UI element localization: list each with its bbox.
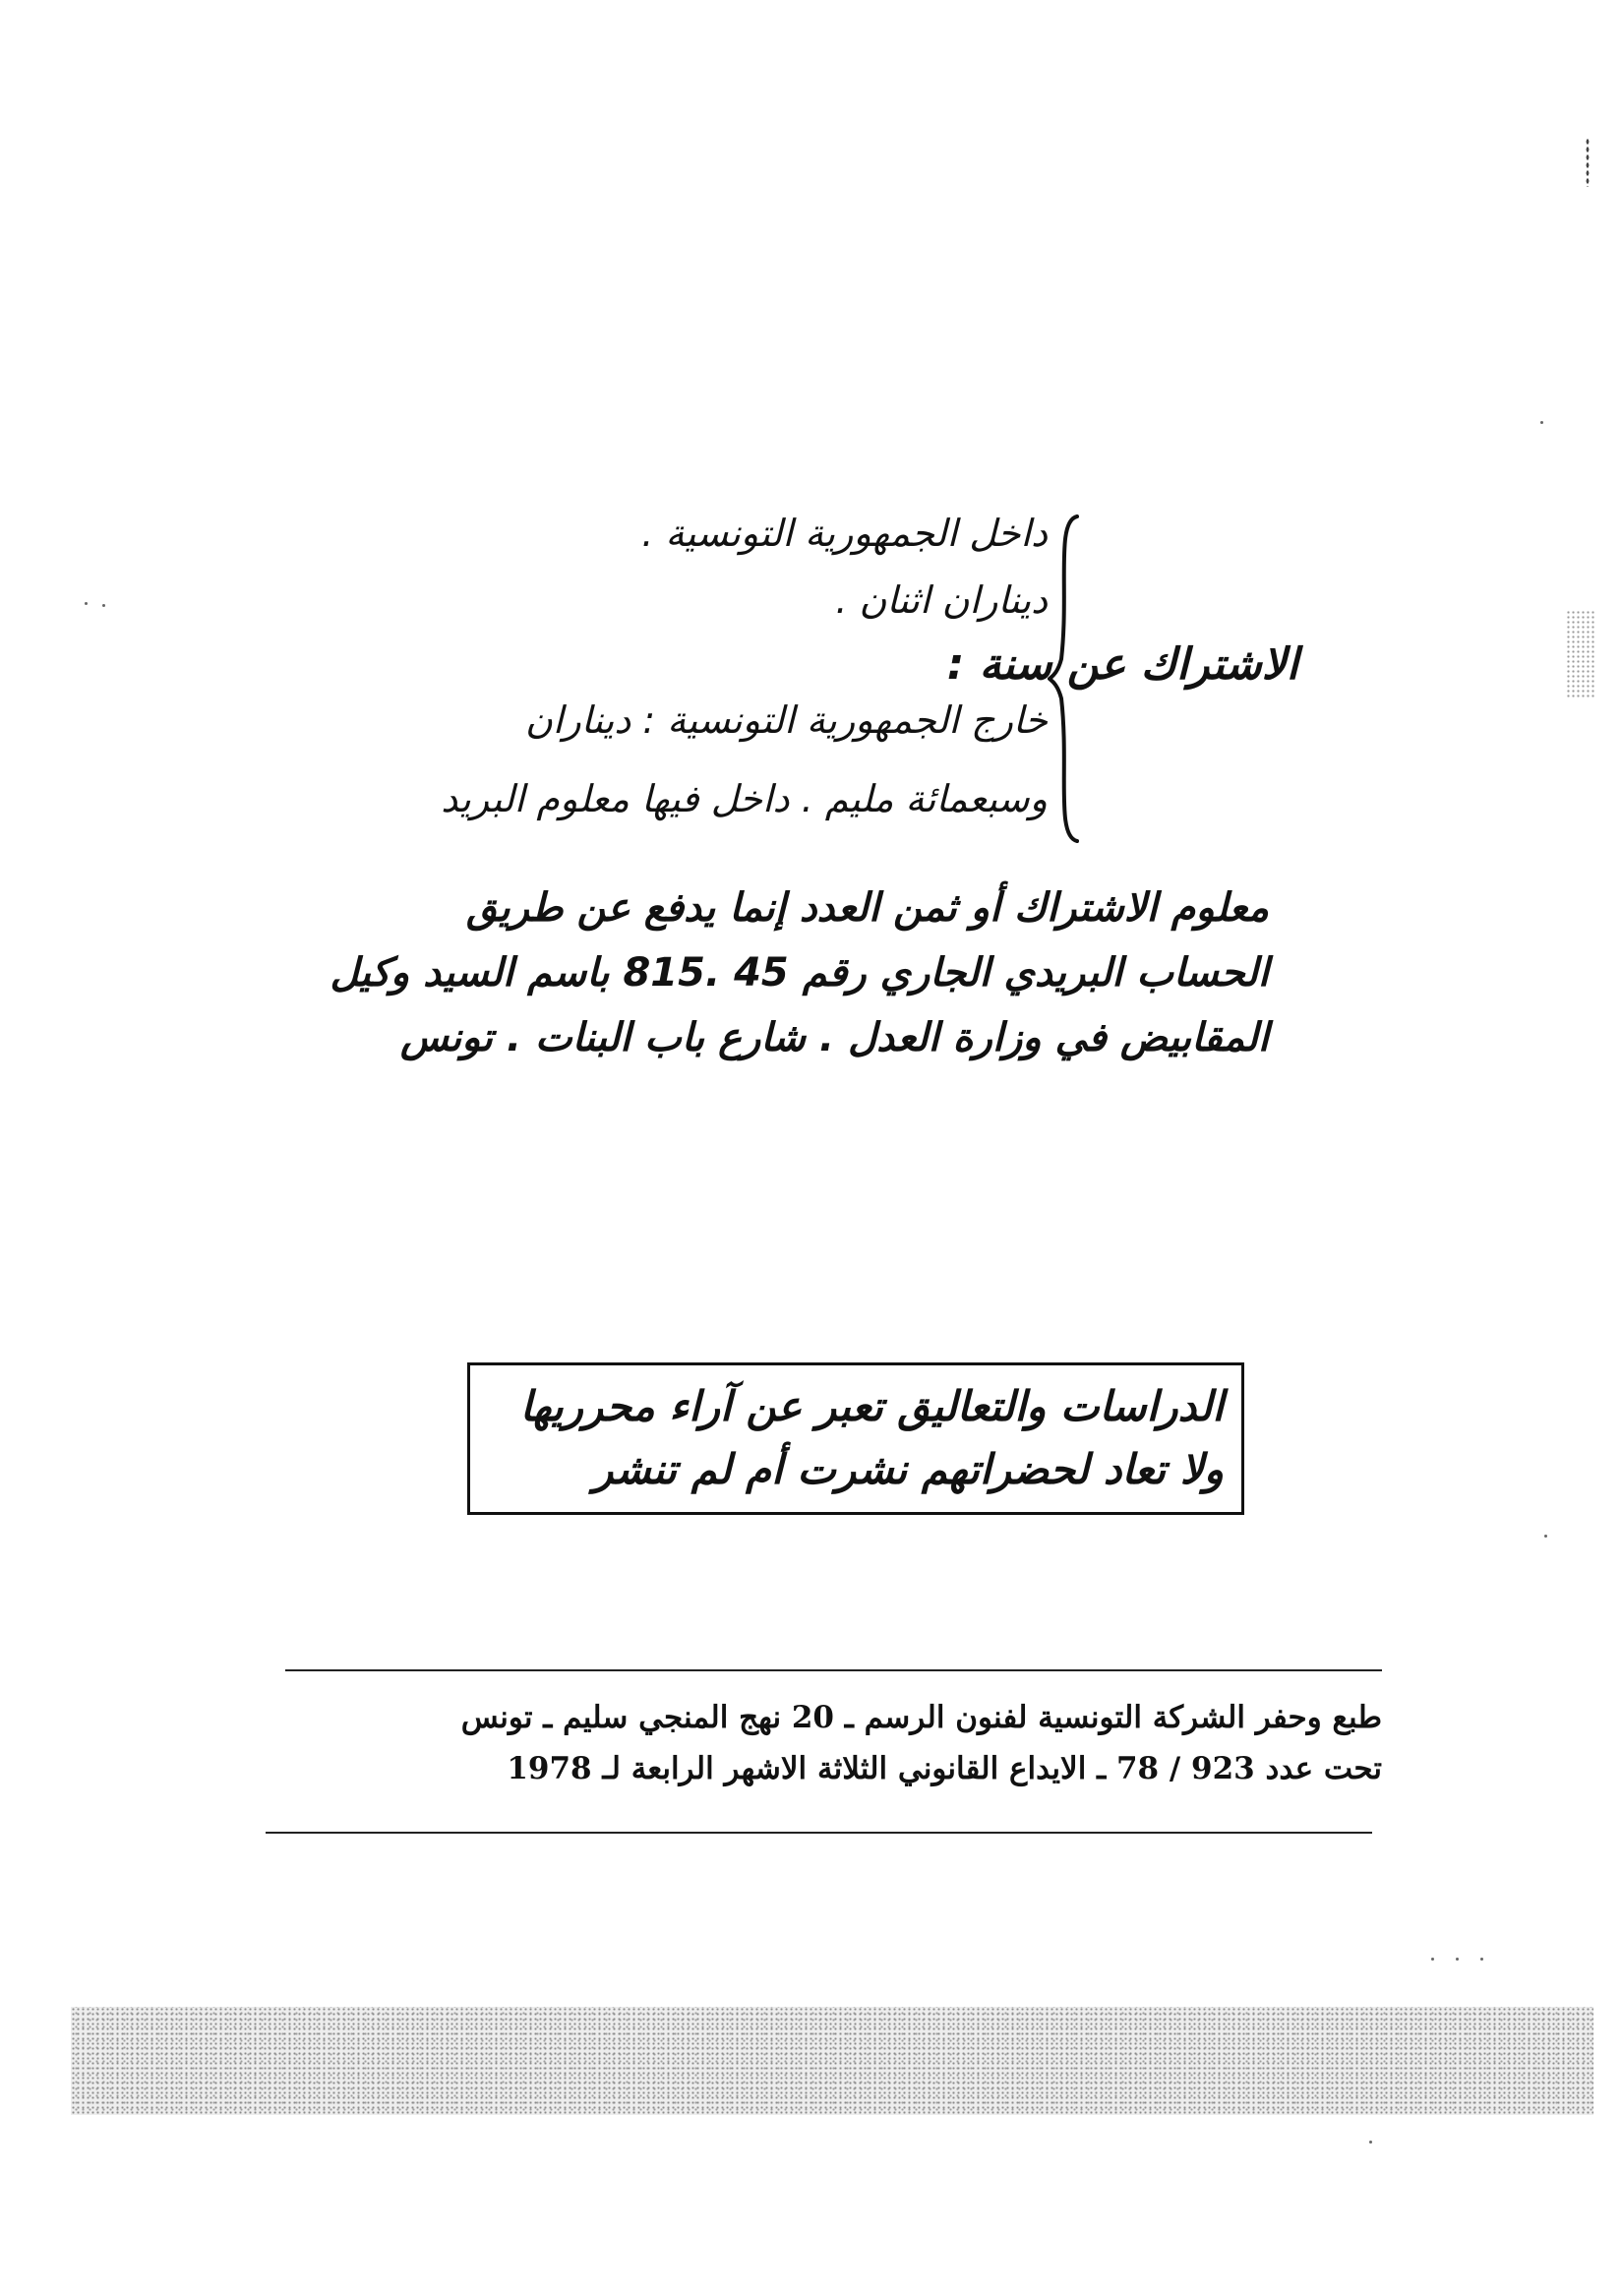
disclaimer-box [467, 1362, 1244, 1515]
subscription-lines [441, 512, 1048, 846]
colophon-bottom-rule [266, 1832, 1372, 1834]
subscription-title: الاشتراك عن سنة : [946, 639, 1298, 690]
payment-line: المقابيض في وزارة العدل . شارع باب البنات . تونس [400, 1015, 1269, 1060]
colophon-line: تحت عدد 923 / 78 ـ الايداع القانوني الثلاثة الاشهر الرابعة لـ 1978 [507, 1751, 1382, 1786]
colophon-line: طبع وحفر الشركة التونسية لفنون الرسم ـ 20 نهج المنجي سليم ـ تونس [460, 1700, 1382, 1735]
subscription-line-outside: خارج الجمهورية التونسية : ديناران [524, 698, 1048, 742]
printer-colophon [266, 1692, 1382, 1794]
scan-speck [1369, 2141, 1372, 2144]
payment-line: معلوم الاشتراك أو ثمن العدد إنما يدفع عن طريق [466, 885, 1269, 931]
payment-line: الحساب البريدي الجاري رقم 45 .815 باسم السيد وكيل [330, 950, 1269, 996]
scan-speck [1456, 1958, 1459, 1961]
subscription-line-inside-price: ديناران اثنان . [835, 578, 1048, 622]
colophon-top-rule [285, 1669, 1382, 1671]
scan-speck [1480, 1958, 1483, 1961]
curly-brace [1048, 512, 1087, 846]
subscription-line-outside-price: وسبعمائة مليم . داخل فيها معلوم البريد [441, 777, 1048, 820]
scan-speck [1431, 1958, 1434, 1961]
scan-speck [1544, 1535, 1547, 1538]
payment-paragraph [330, 876, 1269, 1070]
disclaimer-line: ولا تعاد لحضراتهم نشرت أم لم تنشر [593, 1445, 1224, 1493]
scan-dots [1586, 138, 1590, 187]
scan-speck [1540, 421, 1543, 424]
subscription-block [441, 512, 1298, 846]
scan-noise-right [1566, 610, 1595, 698]
scan-speck [102, 604, 105, 607]
scan-noise-strip [71, 2007, 1593, 2115]
subscription-line-inside: داخل الجمهورية التونسية . [641, 512, 1048, 555]
disclaimer-line: الدراسات والتعاليق تعبر عن آراء محرريها [519, 1382, 1224, 1430]
scan-speck [85, 602, 88, 605]
